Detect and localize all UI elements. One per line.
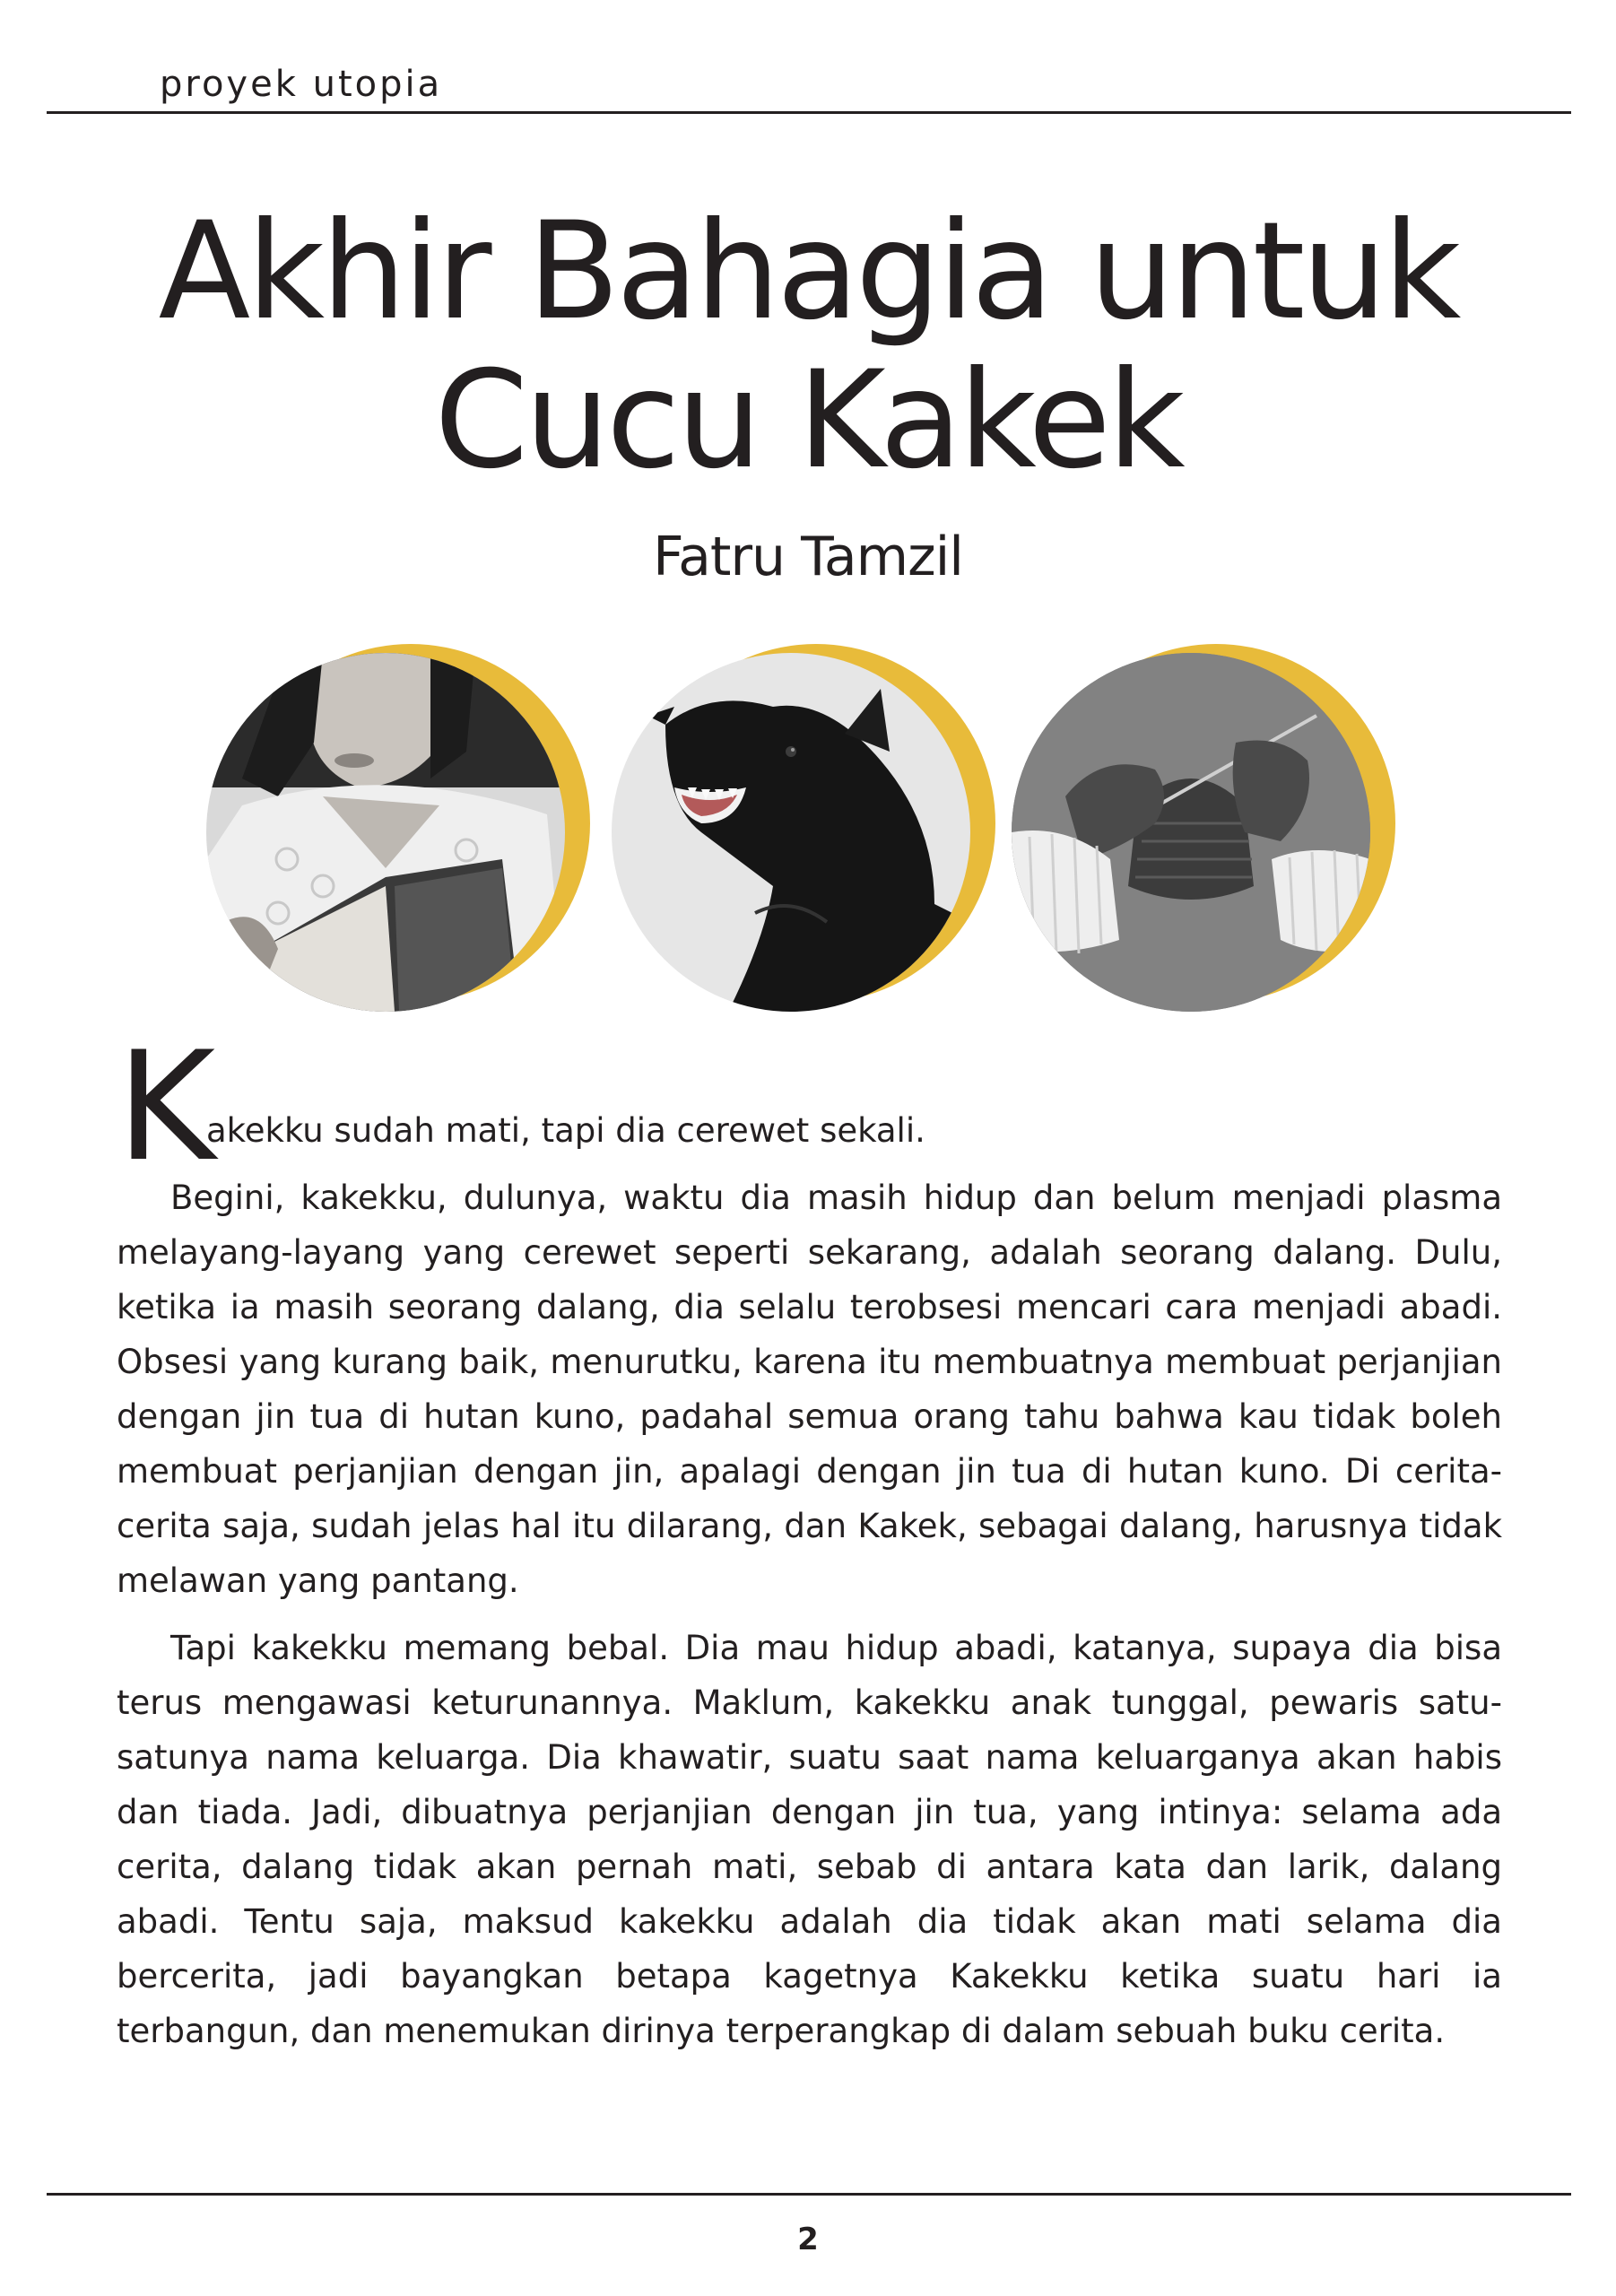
title-line-2: Cucu Kakek bbox=[434, 343, 1182, 499]
photo-frame-3 bbox=[1012, 644, 1404, 1012]
body-paragraph: Begini, kakekku, dulunya, waktu dia masih hidup dan belum menjadi plasma melayang-layang yang cerewet seperti sekarang, adalah seorang dalang. Dulu, ketika ia masih seorang dalang, dia selalu terobsesi mencari cara menjadi abadi. Obsesi yang kurang baik, menurutku, karena itu membuatnya membuat perjanjian dengan jin tua di hutan kuno, padahal semua orang tahu bahwa kau tidak boleh membuat perjanjian dengan jin, apalagi dengan jin tua di hutan kuno. Di cerita-cerita saja, sudah jelas hal itu dilarang, dan Kakek, sebagai dalang, harusnya tidak melawan yang pantang. bbox=[117, 1178, 1502, 1600]
header-rule bbox=[47, 111, 1571, 114]
article-title bbox=[0, 194, 1616, 499]
opening-sentence: akekku sudah mati, tapi dia cerewet sekali. bbox=[206, 1111, 925, 1150]
title-line-1: Akhir Bahagia untuk bbox=[158, 194, 1458, 350]
drop-cap: K bbox=[117, 1019, 216, 1195]
author-name: Fatru Tamzil bbox=[653, 526, 963, 588]
photo-frame-2 bbox=[612, 644, 1004, 1012]
page-number: 2 bbox=[797, 2222, 819, 2257]
footer-rule bbox=[47, 2193, 1571, 2196]
article-body bbox=[117, 1019, 1502, 2058]
hands-knitting-photo bbox=[1012, 653, 1370, 1012]
opening-paragraph bbox=[117, 1019, 1502, 1195]
photo-frame-1 bbox=[206, 644, 599, 1012]
body-paragraph: Tapi kakekku memang bebal. Dia mau hidup abadi, katanya, supaya dia bisa terus mengawasi keturunannya. Maklum, kakekku anak tunggal, pewaris satu-satunya nama keluarga. Dia khawatir, suatu saat nama keluarganya akan habis dan tiada. Jadi, dibuatnya perjanjian dengan jin tua, yang intinya: selama ada cerita, dalang tidak akan pernah mati, sebab di antara kata dan larik, dalang abadi. Tentu saja, maksud kakekku adalah dia tidak akan mati selama dia bercerita, jadi bayangkan betapa kagetnya Kakekku ketika suatu hari ia terbangun, dan menemukan dirinya terperangkap di dalam sebuah buku cerita. bbox=[117, 1629, 1502, 2050]
running-header: proyek utopia bbox=[160, 64, 443, 105]
barking-black-dog-photo bbox=[612, 653, 970, 1012]
girl-reading-book-photo bbox=[206, 653, 565, 1012]
